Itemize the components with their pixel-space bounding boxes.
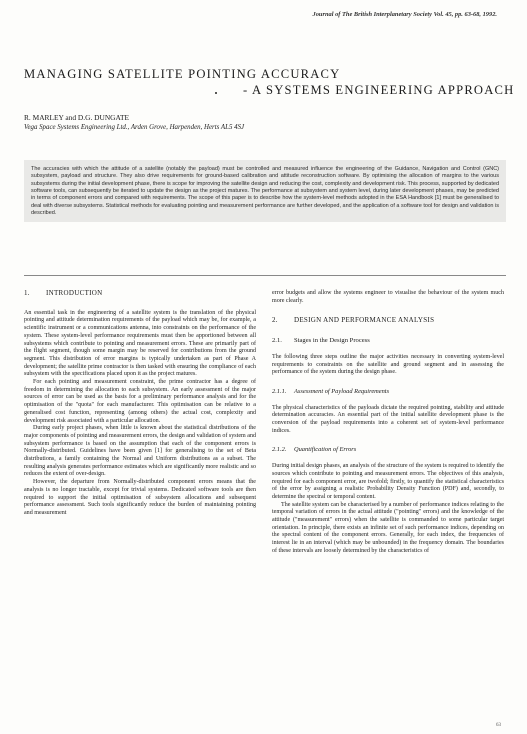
paper-title-line1: MANAGING SATELLITE POINTING ACCURACY [24,67,341,81]
affiliation: Vega Space Systems Engineering Ltd., Arden Grove, Harpenden, Herts AL5 4SJ [24,124,245,131]
paragraph-continuation: error budgets and allow the systems engineer to visualise the behaviour of the system much more clearly. [272,290,504,304]
abstract-box [24,160,506,222]
section-number: 2. [272,316,278,325]
paragraph: The satellite system can be characterised by a number of performance indices relating to the temporal variation of errors in the actual attitude ("pointing" errors) and the knowledge of the attitude ("measurement" errors) when the satellite is commanded to some particular target orientation. In principle, there exists an infinite set of such performance indices, depending on the spectral content of the component errors. Generally, for each index, the frequencies of interest lie in an interval (which may be unbounded) in the frequency domain. The boundaries of these intervals are loosely determined by the characteristics of [272,501,504,554]
section-title: INTRODUCTION [46,289,103,297]
paper-title-line2: - A SYSTEMS ENGINEERING APPROACH [243,83,515,97]
section-title: DESIGN AND PERFORMANCE ANALYSIS [294,316,435,325]
journal-header: Journal of The British Interplanetary Society Vol. 45, pp. 63-68, 1992. [312,11,497,18]
subsubsection-heading-payload [272,388,504,396]
subsubsection-heading-errors [272,446,504,454]
left-column [24,290,256,518]
paragraph: For each pointing and measurement constraint, the prime contractor has a degree of freedom in determining the allocation to each subsystem. An early assessment of the major sources of error can be used as the basis for a preliminary performance analysis and for the optimisation of the "quota" for each manufacturer. This optimisation can be relative to a generalised cost function, representing (among others) the actual cost, complexity and development risk associated with a particular allocation. [24,379,256,424]
section-divider [24,275,506,276]
authors: R. MARLEY and D.G. DUNGATE [24,113,130,122]
paragraph: However, the departure from Normally-distributed component errors means that the analysis is no longer tractable, except for trivial systems. Dedicated software tools are then required to support the initial optimisation of subsystem allocations and subsequent performance assessment. Such tools significantly reduce the burden of maintaining pointing and measurement [24,479,256,516]
paragraph: During early project phases, when little is known about the statistical distributions of the major components of pointing and measurement errors, the design and validation of system and subsystem performance is based on the assumption that each of the component errors is Normally-distributed. Guidelines have been given [1] for generalising to the set of Beta distributions, a family containing the Normal and Uniform distributions as a subset. The resulting analysis generates performance estimates which are significantly more realistic and so reduces the extent of over-design. [24,425,256,478]
right-column [272,290,504,556]
stray-mark [215,92,217,94]
subsection-number: 2.1. [272,337,282,345]
subsubsection-title: Assessment of Payload Requirements [294,387,390,395]
page-number: 63 [496,723,501,728]
subsubsection-number: 2.1.1. [272,387,287,395]
paragraph: The physical characteristics of the payloads dictate the required pointing, stability and attitude determination accuracies. An essential part of the initial satellite development phase is the conversion of the payload requirements into a coherent set of system-level performance indices. [272,404,504,434]
paragraph: The following three steps outline the major activities necessary in converting system-level requirements to constraints on the satellite and ground segment and in assessing the performance of the system during the design phase. [272,353,504,376]
section-number: 1. [24,289,30,297]
subsection-heading-stages [272,337,504,345]
paragraph: An essential task in the engineering of a satellite system is the translation of the physical pointing and attitude determination requirements of the payload which may be, for example, a scientific instrument or a communications antenna, into constraints on the performance of the system. These system-level performance requirements must then be apportioned between all subsystems which contribute to pointing and measurement errors. These are primarily part of the flight segment, though some margin may be reserved for contributions from the ground segment. This distribution of error margins is typically undertaken as part of Phase A development; the satellite prime contractor is then tasked with ensuring the compliance of each subsystem with the specifications placed upon it as the project matures. [24,309,256,378]
subsubsection-number: 2.1.2. [272,446,287,454]
paragraph: During initial design phases, an analysis of the structure of the system is required to identify the sources which contribute to pointing and measurement errors. The objectives of this analysis, required for each component error, are twofold; firstly, to quantify the statistical characteristics of the error by assigning a realistic Probability Density Function (PDF) and, secondly, to determine the spectral or temporal content. [272,463,504,500]
section-heading-design [272,317,504,325]
subsubsection-title: Quantification of Errors [294,446,357,454]
section-heading-introduction [24,290,256,298]
subsection-title: Stages in the Design Process [294,337,370,345]
abstract-text: The accuracies with which the attitude of a satellite (notably the payload) must be controlled and measured influence the engineering of the Guidance, Navigation and Control (GNC) subsystem, payload and structure. They also drive requirements for ground-based calibration and attitude reconstruction software. By optimising the allocation of margins to the various subsystems during the initial development phase, there is scope for improving the satellite design and reducing the cost, complexity and development risk. This process, supported by dedicated software tools, can subsequently be iterated to update the design as the project matures. The performance at subsystem and system level, during later development phases, may be predicted in terms of component errors and compared with requirements. The scope of this paper is to describe how the system-level methods adopted in the ESA Handbook [1] must be generalised to deal with diverse subsystems. Statistical methods for evaluating pointing and measurement performance are further developed, and the application of a software tool for design and validation is described. [31,166,499,217]
